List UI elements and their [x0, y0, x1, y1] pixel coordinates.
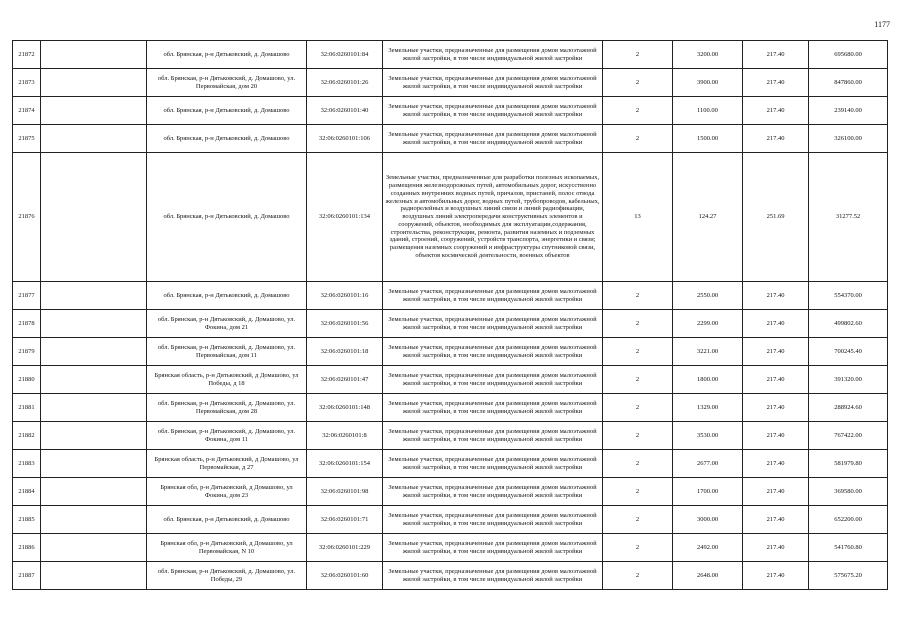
- cadastral-value-cell: 700245.40: [809, 338, 888, 366]
- group-code-cell: 2: [603, 338, 673, 366]
- land-use-cell: Земельные участки, предназначенные для размещения домов малоэтажной жилой застройки, в том числе индивидуальной жилой застройки: [383, 562, 603, 590]
- row-number: 21878: [13, 310, 41, 338]
- specific-value-cell: 217.40: [743, 478, 809, 506]
- land-use-cell: Земельные участки, предназначенные для размещения домов малоэтажной жилой застройки, в том числе индивидуальной жилой застройки: [383, 534, 603, 562]
- empty-cell: [41, 534, 147, 562]
- specific-value-cell: 217.40: [743, 338, 809, 366]
- cadastral-value-cell: 239140.00: [809, 97, 888, 125]
- area-cell: 3900.00: [673, 69, 743, 97]
- cadastral-number-cell: 32:06:0260101:134: [307, 153, 383, 282]
- cadastral-number-cell: 32:06:0260101:84: [307, 41, 383, 69]
- table-row: [13, 41, 888, 69]
- group-code-cell: 2: [603, 282, 673, 310]
- group-code-cell: 2: [603, 478, 673, 506]
- cadastral-value-cell: 288924.60: [809, 394, 888, 422]
- table-row: [13, 534, 888, 562]
- cadastral-value-cell: 575675.20: [809, 562, 888, 590]
- specific-value-cell: 217.40: [743, 562, 809, 590]
- cadastral-value-cell: 847860.00: [809, 69, 888, 97]
- empty-cell: [41, 310, 147, 338]
- empty-cell: [41, 69, 147, 97]
- cadastral-value-cell: 326100.00: [809, 125, 888, 153]
- area-cell: 2648.00: [673, 562, 743, 590]
- row-number: 21880: [13, 366, 41, 394]
- address-cell: обл. Брянская, р-н Дятьковский, д. Домашово: [147, 506, 307, 534]
- row-number: 21885: [13, 506, 41, 534]
- cadastral-number-cell: 32:06:0260101:26: [307, 69, 383, 97]
- empty-cell: [41, 366, 147, 394]
- cadastral-number-cell: 32:06:0260101:16: [307, 282, 383, 310]
- row-number: 21874: [13, 97, 41, 125]
- row-number: 21877: [13, 282, 41, 310]
- specific-value-cell: 217.40: [743, 394, 809, 422]
- land-use-cell: Земельные участки, предназначенные для размещения домов малоэтажной жилой застройки, в том числе индивидуальной жилой застройки: [383, 310, 603, 338]
- address-cell: обл. Брянская, р-н Дятьковский, д. Домашово, ул. Первомайская, дом 28: [147, 394, 307, 422]
- table-row: [13, 338, 888, 366]
- area-cell: 3221.00: [673, 338, 743, 366]
- table-row: [13, 366, 888, 394]
- land-use-cell: Земельные участки, предназначенные для размещения домов малоэтажной жилой застройки, в том числе индивидуальной жилой застройки: [383, 506, 603, 534]
- group-code-cell: 2: [603, 97, 673, 125]
- row-number: 21886: [13, 534, 41, 562]
- area-cell: 1100.00: [673, 97, 743, 125]
- specific-value-cell: 217.40: [743, 366, 809, 394]
- land-use-cell: Земельные участки, предназначенные для размещения домов малоэтажной жилой застройки, в том числе индивидуальной жилой застройки: [383, 366, 603, 394]
- land-use-cell: Земельные участки, предназначенные для размещения домов малоэтажной жилой застройки, в том числе индивидуальной жилой застройки: [383, 69, 603, 97]
- cadastral-value-cell: 695680.00: [809, 41, 888, 69]
- specific-value-cell: 217.40: [743, 450, 809, 478]
- area-cell: 3530.00: [673, 422, 743, 450]
- row-number: 21872: [13, 41, 41, 69]
- address-cell: обл. Брянская, р-н Дятьковский, д. Домашово, ул. Победы, 29: [147, 562, 307, 590]
- area-cell: 1329.00: [673, 394, 743, 422]
- specific-value-cell: 217.40: [743, 506, 809, 534]
- cadastral-value-cell: 581979.80: [809, 450, 888, 478]
- address-cell: Брянская область, р-н Дятьковский, д Домашово, ул Первомайская, д 27: [147, 450, 307, 478]
- cadastral-number-cell: 32:06:0260101:148: [307, 394, 383, 422]
- cadastral-value-table: [12, 40, 888, 590]
- group-code-cell: 2: [603, 125, 673, 153]
- area-cell: 2492.00: [673, 534, 743, 562]
- table-row: [13, 450, 888, 478]
- row-number: 21884: [13, 478, 41, 506]
- page-number: 1177: [874, 20, 890, 29]
- specific-value-cell: 217.40: [743, 69, 809, 97]
- specific-value-cell: 217.40: [743, 422, 809, 450]
- row-number: 21881: [13, 394, 41, 422]
- cadastral-number-cell: 32:06:0260101:98: [307, 478, 383, 506]
- table-row: [13, 153, 888, 282]
- specific-value-cell: 251.69: [743, 153, 809, 282]
- row-number: 21883: [13, 450, 41, 478]
- empty-cell: [41, 338, 147, 366]
- land-use-cell: Земельные участки, предназначенные для размещения домов малоэтажной жилой застройки, в том числе индивидуальной жилой застройки: [383, 282, 603, 310]
- group-code-cell: 2: [603, 562, 673, 590]
- group-code-cell: 2: [603, 366, 673, 394]
- address-cell: обл. Брянская, р-н Дятьковский, д. Домашово: [147, 41, 307, 69]
- cadastral-value-cell: 767422.00: [809, 422, 888, 450]
- cadastral-value-cell: 541760.80: [809, 534, 888, 562]
- empty-cell: [41, 153, 147, 282]
- address-cell: Брянская обл, р-н Дятьковский, д Домашово, ул Первомайская, N 10: [147, 534, 307, 562]
- area-cell: 2299.00: [673, 310, 743, 338]
- group-code-cell: 2: [603, 69, 673, 97]
- land-use-cell: Земельные участки, предназначенные для размещения домов малоэтажной жилой застройки, в том числе индивидуальной жилой застройки: [383, 125, 603, 153]
- specific-value-cell: 217.40: [743, 41, 809, 69]
- empty-cell: [41, 282, 147, 310]
- specific-value-cell: 217.40: [743, 97, 809, 125]
- cadastral-number-cell: 32:06:0260101:56: [307, 310, 383, 338]
- area-cell: 1500.00: [673, 125, 743, 153]
- row-number: 21879: [13, 338, 41, 366]
- row-number: 21875: [13, 125, 41, 153]
- area-cell: 2550.00: [673, 282, 743, 310]
- cadastral-number-cell: 32:06:0260101:71: [307, 506, 383, 534]
- group-code-cell: 2: [603, 450, 673, 478]
- group-code-cell: 2: [603, 422, 673, 450]
- specific-value-cell: 217.40: [743, 125, 809, 153]
- area-cell: 1700.00: [673, 478, 743, 506]
- table-row: [13, 478, 888, 506]
- cadastral-number-cell: 32:06:0260101:229: [307, 534, 383, 562]
- table-row: [13, 506, 888, 534]
- address-cell: обл. Брянская, р-н Дятьковский, д. Домашово, ул. Фокина, дом 21: [147, 310, 307, 338]
- address-cell: обл. Брянская, р-н Дятьковский, д. Домашово: [147, 153, 307, 282]
- cadastral-number-cell: 32:06:0260101:40: [307, 97, 383, 125]
- table-row: [13, 125, 888, 153]
- address-cell: обл. Брянская, р-н Дятьковский, д. Домашово: [147, 97, 307, 125]
- cadastral-value-cell: 652200.00: [809, 506, 888, 534]
- land-use-cell: Земельные участки, предназначенные для размещения домов малоэтажной жилой застройки, в том числе индивидуальной жилой застройки: [383, 338, 603, 366]
- empty-cell: [41, 97, 147, 125]
- group-code-cell: 2: [603, 506, 673, 534]
- cadastral-number-cell: 32:06:0260101:8: [307, 422, 383, 450]
- group-code-cell: 2: [603, 310, 673, 338]
- empty-cell: [41, 450, 147, 478]
- land-use-cell: Земельные участки, предназначенные для размещения домов малоэтажной жилой застройки, в том числе индивидуальной жилой застройки: [383, 478, 603, 506]
- table-row: [13, 69, 888, 97]
- row-number: 21882: [13, 422, 41, 450]
- empty-cell: [41, 478, 147, 506]
- table-row: [13, 282, 888, 310]
- table-row: [13, 394, 888, 422]
- specific-value-cell: 217.40: [743, 534, 809, 562]
- land-use-cell: Земельные участки, предназначенные для размещения домов малоэтажной жилой застройки, в том числе индивидуальной жилой застройки: [383, 450, 603, 478]
- land-use-cell: Земельные участки, предназначенные для размещения домов малоэтажной жилой застройки, в том числе индивидуальной жилой застройки: [383, 41, 603, 69]
- address-cell: обл. Брянская, р-н Дятьковский, д. Домашово, ул. Первомайская, дом 20: [147, 69, 307, 97]
- address-cell: Брянская область, р-н Дятьковский, д Домашово, ул Победы, д 18: [147, 366, 307, 394]
- cadastral-value-cell: 31277.52: [809, 153, 888, 282]
- empty-cell: [41, 125, 147, 153]
- table-row: [13, 562, 888, 590]
- cadastral-number-cell: 32:06:0260101:47: [307, 366, 383, 394]
- specific-value-cell: 217.40: [743, 282, 809, 310]
- address-cell: обл. Брянская, р-н Дятьковский, д. Домашово, ул. Первомайская, дом 11: [147, 338, 307, 366]
- area-cell: 124.27: [673, 153, 743, 282]
- group-code-cell: 2: [603, 394, 673, 422]
- land-use-cell: Земельные участки, предназначенные для размещения домов малоэтажной жилой застройки, в том числе индивидуальной жилой застройки: [383, 394, 603, 422]
- cadastral-number-cell: 32:06:0260101:60: [307, 562, 383, 590]
- area-cell: 3200.00: [673, 41, 743, 69]
- cadastral-value-cell: 554370.00: [809, 282, 888, 310]
- row-number: 21887: [13, 562, 41, 590]
- cadastral-value-cell: 369580.00: [809, 478, 888, 506]
- cadastral-number-cell: 32:06:0260101:106: [307, 125, 383, 153]
- area-cell: 1800.00: [673, 366, 743, 394]
- row-number: 21873: [13, 69, 41, 97]
- table-row: [13, 97, 888, 125]
- address-cell: Брянская обл, р-н Дятьковский, д Домашово, ул Фокина, дом 23: [147, 478, 307, 506]
- address-cell: обл. Брянская, р-н Дятьковский, д. Домашово: [147, 125, 307, 153]
- cadastral-value-cell: 391320.00: [809, 366, 888, 394]
- row-number: 21876: [13, 153, 41, 282]
- table-row: [13, 422, 888, 450]
- group-code-cell: 13: [603, 153, 673, 282]
- area-cell: 3000.00: [673, 506, 743, 534]
- land-use-cell: Земельные участки, предназначенные для разработки полезных ископаемых, размещения железнодорожных путей, автомобильных дорог, искусственно созданных внутренних водных путей, причалов, пристаней, полос отвода железных и автомобильных дорог, водных путей, трубопроводов, кабельных, радиорелейных и воздушных линий связи и линий радиофикации, воздушных линий электропередачи конструктивных элементов и сооружений, объектов, необходимых для эксплуатации,содержания, строительства, реконструкции, ремонта, развития наземных и подземных зданий, строений, сооружений, устройств транспорта, энергетики и связи; размещения наземных сооружений и инфраструктуры спутниковой связи, объектов космической деятельности, военных объектов: [383, 153, 603, 282]
- empty-cell: [41, 562, 147, 590]
- cadastral-number-cell: 32:06:0260101:154: [307, 450, 383, 478]
- group-code-cell: 2: [603, 41, 673, 69]
- empty-cell: [41, 506, 147, 534]
- address-cell: обл. Брянская, р-н Дятьковский, д. Домашово, ул. Фокина, дом 11: [147, 422, 307, 450]
- land-use-cell: Земельные участки, предназначенные для размещения домов малоэтажной жилой застройки, в том числе индивидуальной жилой застройки: [383, 422, 603, 450]
- empty-cell: [41, 394, 147, 422]
- address-cell: обл. Брянская, р-н Дятьковский, д. Домашово: [147, 282, 307, 310]
- area-cell: 2677.00: [673, 450, 743, 478]
- cadastral-value-cell: 499802.60: [809, 310, 888, 338]
- cadastral-number-cell: 32:06:0260101:18: [307, 338, 383, 366]
- table-row: [13, 310, 888, 338]
- empty-cell: [41, 422, 147, 450]
- empty-cell: [41, 41, 147, 69]
- land-use-cell: Земельные участки, предназначенные для размещения домов малоэтажной жилой застройки, в том числе индивидуальной жилой застройки: [383, 97, 603, 125]
- group-code-cell: 2: [603, 534, 673, 562]
- specific-value-cell: 217.40: [743, 310, 809, 338]
